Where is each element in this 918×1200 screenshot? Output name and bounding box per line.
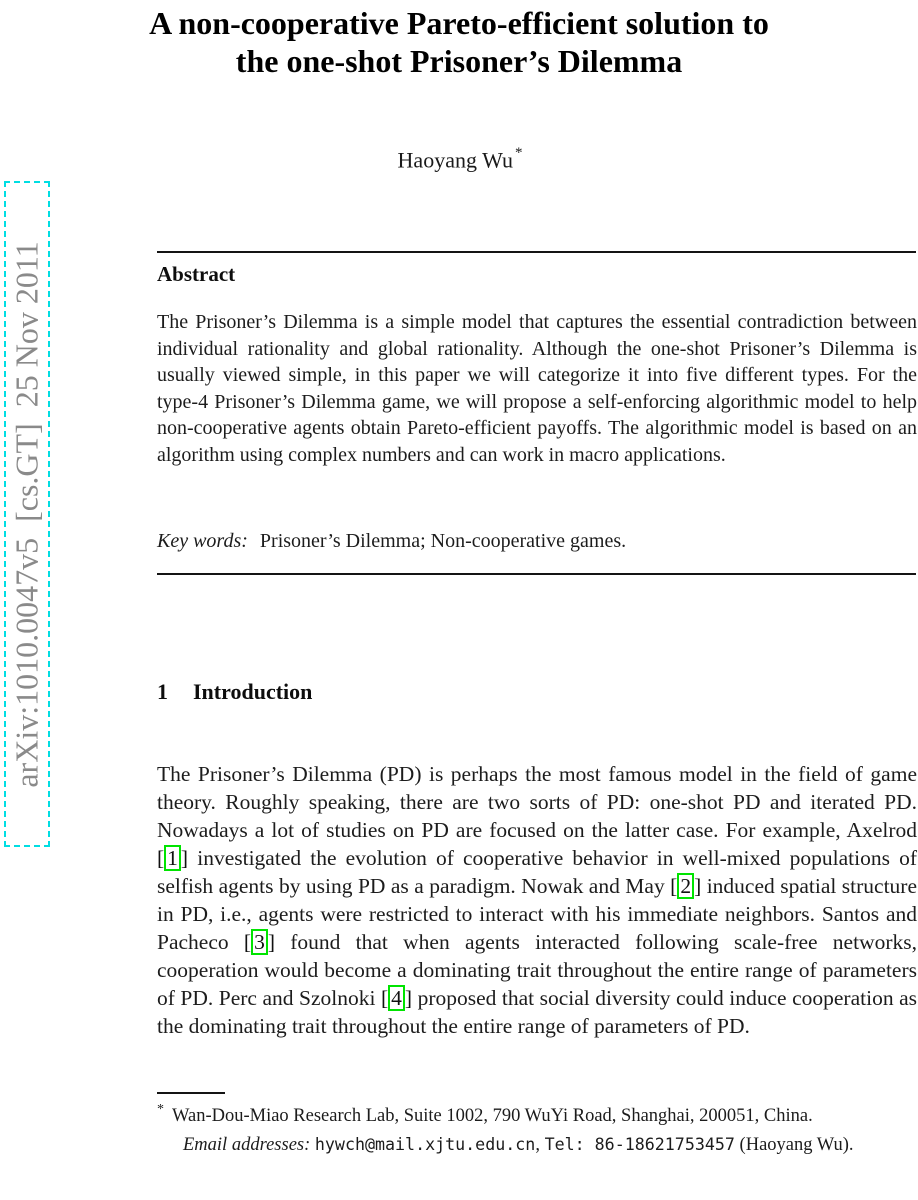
- keywords-text: Prisoner’s Dilemma; Non-cooperative games.: [259, 530, 627, 552]
- abstract-heading: Abstract: [157, 262, 236, 286]
- keywords-line: [157, 530, 917, 553]
- paper-title: [0, 4, 918, 80]
- footnote-marker[interactable]: *: [157, 1102, 164, 1117]
- section-title: Introduction: [193, 679, 313, 704]
- section-heading: [157, 679, 312, 705]
- citation-link[interactable]: [ 4 ]: [380, 986, 413, 1010]
- citation-link[interactable]: [ 1 ]: [157, 846, 189, 870]
- footnote: [157, 1097, 917, 1159]
- footnote-email-segment: ,: [535, 1134, 545, 1155]
- footnote-email-line: [157, 1131, 917, 1159]
- footnote-rule: [157, 1092, 225, 1094]
- arxiv-watermark-text: arXiv:1010.0047v5 [cs.GT] 25 Nov 2011: [8, 240, 45, 788]
- abstract-text: The Prisoner’s Dilemma is a simple model that captures the essential contradiction between individual rationality and global rationality. Although the one-shot Prisoner’s Dilemma is usually viewed simple, in this paper we will categorize it into five different types. For the type-4 Prisoner’s Dilemma game, we will propose a self-enforcing algorithmic model to help non-cooperative agents obtain Pareto-efficient payoffs. The algorithmic model is based on an algorithm using complex numbers and can work in macro applications.: [157, 311, 917, 466]
- citation-link[interactable]: [ 3 ]: [243, 930, 275, 954]
- arxiv-watermark: [4, 181, 50, 847]
- author-footnote-symbol[interactable]: *: [514, 145, 523, 161]
- citation-number[interactable]: 2: [680, 874, 692, 898]
- footnote-affiliation: Wan-Dou-Miao Research Lab, Suite 1002, 790 WuYi Road, Shanghai, 200051, China.: [172, 1106, 813, 1127]
- author-line: [0, 147, 918, 173]
- footnote-email-segment: (Haoyang Wu).: [734, 1134, 854, 1155]
- abstract-rule-top: [157, 251, 916, 253]
- paper-title-line-2: the one-shot Prisoner’s Dilemma: [235, 43, 683, 79]
- footnote-affiliation-line: [157, 1097, 917, 1131]
- footnote-email-segment: Email addresses:: [183, 1134, 315, 1155]
- footnote-email-segment: hywch@mail.xjtu.edu.cn: [314, 1134, 536, 1154]
- citation-link[interactable]: [ 2 ]: [670, 874, 702, 898]
- citation-number[interactable]: 1: [167, 846, 178, 870]
- abstract-rule-bottom: [157, 573, 916, 575]
- citation-number[interactable]: 4: [391, 986, 402, 1010]
- author-name: Haoyang Wu: [397, 147, 513, 173]
- citation-number[interactable]: 3: [254, 930, 265, 954]
- keywords-label: Key words:: [157, 530, 248, 552]
- section-number: 1: [157, 679, 168, 704]
- paper-title-line-1: A non-cooperative Pareto-efficient solution to: [149, 5, 769, 41]
- footnote-email-segment: Tel: 86-18621753457: [544, 1134, 735, 1154]
- intro-paragraph: The Prisoner’s Dilemma (PD) is perhaps the most famous model in the field of game theory. Roughly speaking, there are two sorts of PD: one-shot PD and iterated PD. Nowadays a lot of studies on PD are focused on the latter case. For example, Axelrod [ 1 ] investigated the evolution of cooperative behavior in well-mixed populations of selfish agents by using PD as a paradigm. Nowak and May [ 2 ] induced spatial structure in PD, i.e., agents were restricted to interact with his immediate neighbors. Santos and Pacheco [ 3 ] found that when agents interacted following scale-free networks, cooperation would become a dominating trait throughout the entire range of parameters of PD. Perc and Szolnoki [ 4 ] proposed that social diversity could induce cooperation as the dominating trait throughout the entire range of parameters of PD.: [157, 762, 917, 1038]
